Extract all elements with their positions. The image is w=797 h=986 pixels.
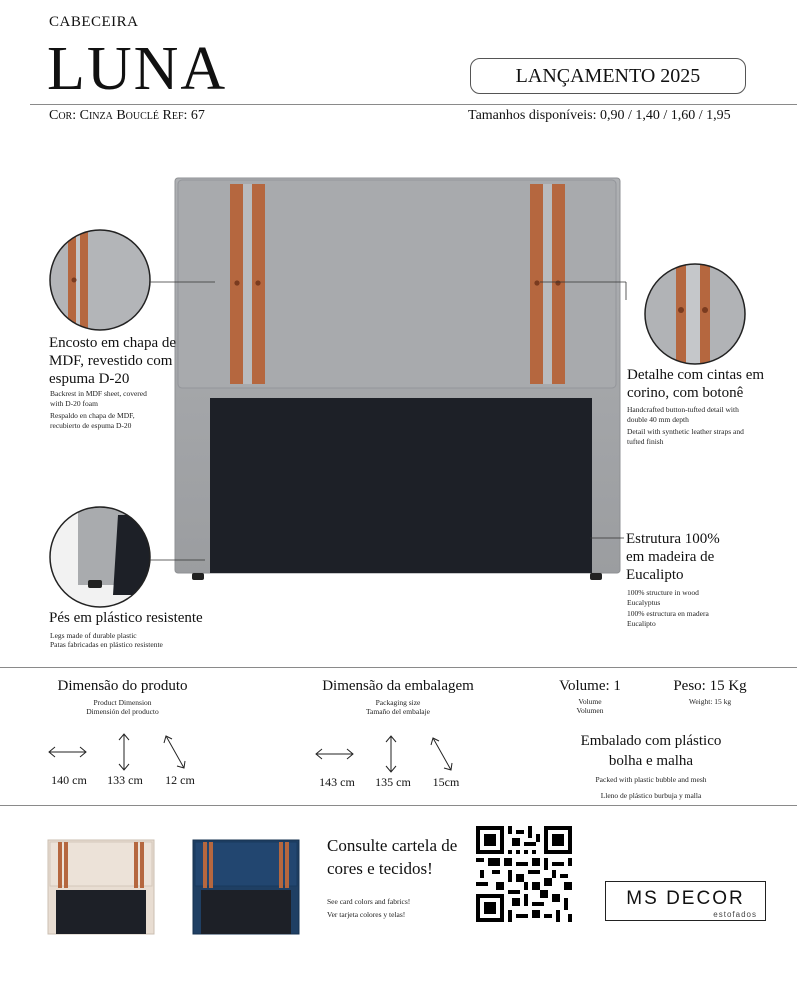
package-width: 143 cm [319, 775, 355, 789]
package-depth: 15cm [432, 775, 460, 789]
volume-es: Volumen [576, 706, 604, 715]
backrest-callout-en: Backrest in MDF sheet, covered with D-20 foam [50, 389, 147, 408]
specs-divider-bottom [0, 805, 797, 806]
navy-variant-thumbnail [191, 838, 301, 936]
structure-callout-es: 100% estructura en madera Eucalipto [627, 609, 709, 628]
structure-callout-title: Estrutura 100% em madeira de Eucalipto [626, 531, 720, 583]
brand-logo [605, 881, 766, 921]
package-dimension-title: Dimensão da embalagem [322, 678, 474, 694]
consult-es: Ver tarjeta colores y telas! [327, 910, 406, 919]
feet-callout-en: Legs made of durable plastic [50, 631, 137, 640]
package-dimension-en: Packaging size [375, 698, 421, 707]
structure-callout-en: 100% structure in wood Eucalyptus [627, 588, 699, 607]
backrest-callout-title: Encosto em chapa de MDF, revestido com espuma D-20 [49, 335, 177, 387]
packing-en: Packed with plastic bubble and mesh [595, 775, 707, 784]
beige-variant-thumbnail [46, 838, 156, 936]
consult-title: Consulte cartela de cores e tecidos! [327, 836, 458, 878]
brand-subtitle: estofados [713, 910, 757, 919]
category-label: CABECEIRA [49, 14, 139, 30]
consult-en: See card colors and fabrics! [327, 897, 411, 906]
volume-en: Volume [578, 697, 602, 706]
color-reference: Cor: Cinza Bouclé Ref: 67 [49, 108, 205, 123]
brand-name: MS DECOR [626, 888, 745, 909]
weight-title: Peso: 15 Kg [673, 678, 747, 694]
product-dimension-en: Product Dimension [93, 698, 152, 707]
packing-es: Lleno de plástico burbuja y malla [600, 791, 702, 800]
volume-title: Volume: 1 [559, 678, 621, 694]
package-height: 135 cm [375, 775, 411, 789]
detail-callout-es: Detail with synthetic leather straps and tufted finish [627, 427, 744, 446]
product-width: 140 cm [51, 773, 87, 787]
detail-callout-title: Detalhe com cintas em corino, com botonê [627, 367, 765, 401]
product-title: LUNA [47, 35, 228, 103]
product-dimension-es: Dimensión del producto [86, 707, 159, 716]
product-dimension-arrows-icon [46, 732, 196, 772]
weight-en: Weight: 15 kg [688, 697, 732, 706]
product-dimension-title: Dimensão do produto [57, 678, 188, 694]
launch-badge: LANÇAMENTO 2025 [470, 58, 746, 94]
product-depth: 12 cm [165, 773, 195, 787]
detail-callout-en: Handcrafted button-tufted detail with double 40 mm depth [627, 405, 739, 424]
backrest-callout-es: Respaldo en chapa de MDF, recubierto de espuma D-20 [50, 411, 135, 430]
feet-callout-es: Patas fabricadas en plástico resistente [50, 640, 163, 649]
feet-callout-title: Pés em plástico resistente [49, 610, 203, 626]
qr-code[interactable] [476, 826, 572, 922]
product-height: 133 cm [107, 773, 143, 787]
package-dimension-arrows-icon [313, 734, 463, 774]
available-sizes: Tamanhos disponíveis: 0,90 / 1,40 / 1,60 / 1,95 [468, 108, 731, 123]
specs-divider-top [0, 667, 797, 668]
package-dimension-es: Tamaño del embalaje [365, 707, 431, 716]
packing-title: Embalado com plástico bolha e malha [580, 733, 722, 769]
